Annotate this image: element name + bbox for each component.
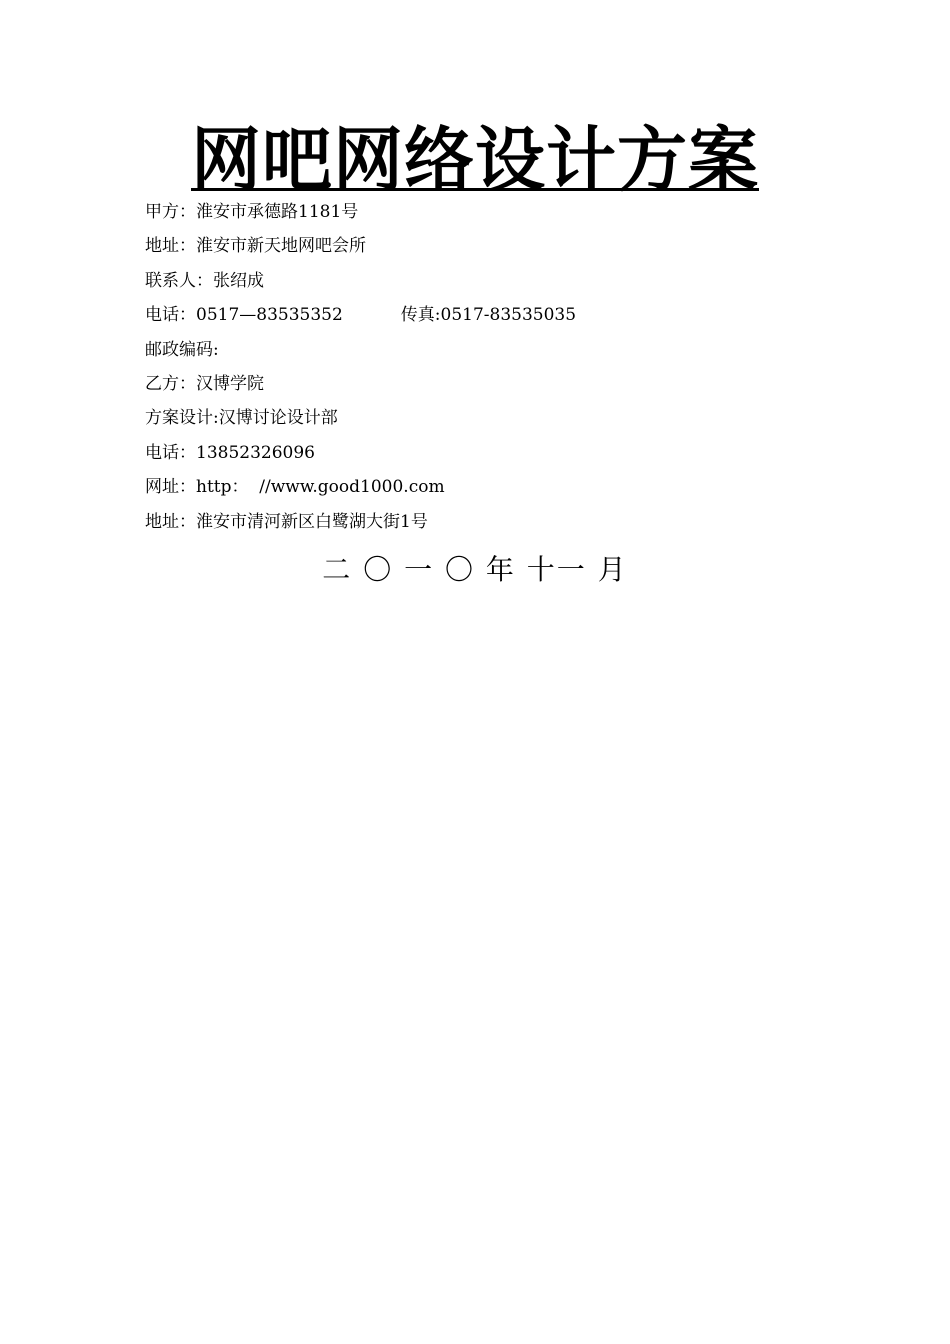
document-date: 二 〇 一 〇 年 十一 月 — [322, 553, 628, 586]
contact-info-block — [145, 198, 845, 542]
designer-line: 方案设计:汉博讨论设计部 — [145, 408, 338, 429]
postcode-line: 邮政编码: — [145, 339, 219, 360]
party-b-phone-line: 电话：13852326096 — [145, 442, 315, 463]
party-a-fax: 传真:0517-83535035 — [400, 305, 577, 326]
website-line: 网址：http： //www.good1000.com — [145, 477, 445, 498]
contact-person-line: 联系人：张绍成 — [145, 270, 264, 291]
document-title-text: 网吧网络设计方案 — [191, 119, 759, 201]
document-title — [0, 118, 950, 202]
party-a-line: 甲方：淮安市承德路1181号 — [145, 202, 359, 222]
party-b-address-line: 地址：淮安市清河新区白鹭湖大街1号 — [145, 511, 428, 532]
party-a-address-line: 地址：淮安市新天地网吧会所 — [145, 236, 366, 257]
phone-fax-line — [145, 301, 845, 335]
party-b-line: 乙方：汉博学院 — [145, 373, 264, 394]
party-a-phone: 电话：0517—83535352 — [145, 305, 343, 326]
